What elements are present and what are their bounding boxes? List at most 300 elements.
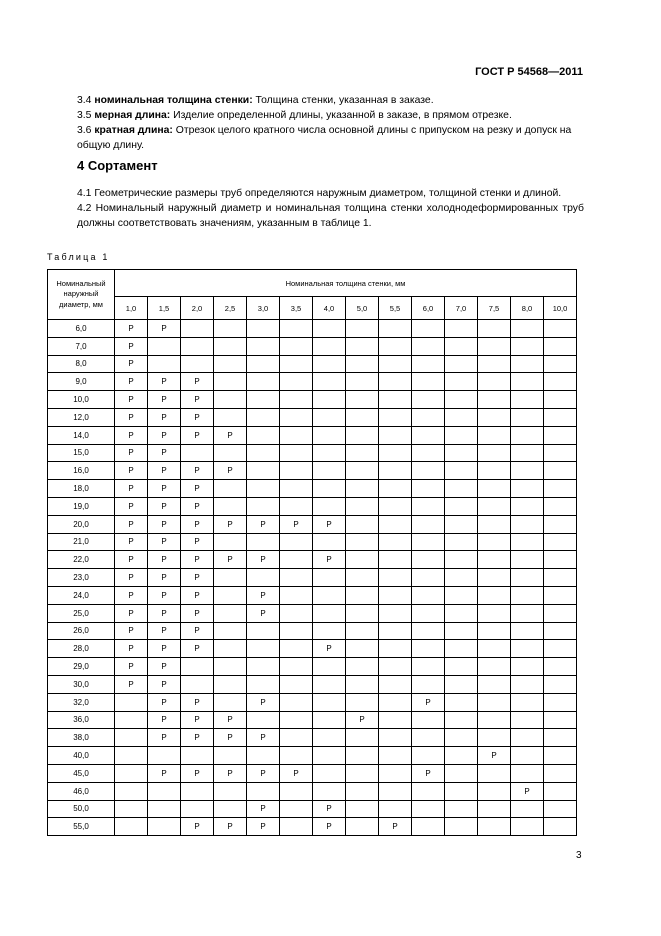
empty-cell bbox=[511, 373, 544, 391]
empty-cell bbox=[181, 675, 214, 693]
empty-cell bbox=[478, 515, 511, 533]
availability-mark: Р bbox=[115, 337, 148, 355]
diameter-cell: 10,0 bbox=[48, 391, 115, 409]
availability-mark: Р bbox=[115, 480, 148, 498]
empty-cell bbox=[379, 640, 412, 658]
table-row bbox=[48, 747, 577, 765]
availability-mark: Р bbox=[313, 640, 346, 658]
availability-mark: Р bbox=[148, 675, 181, 693]
empty-cell bbox=[214, 533, 247, 551]
availability-mark: Р bbox=[181, 622, 214, 640]
empty-cell bbox=[412, 640, 445, 658]
empty-cell bbox=[346, 444, 379, 462]
empty-cell bbox=[511, 658, 544, 676]
diameter-cell: 6,0 bbox=[48, 320, 115, 338]
empty-cell bbox=[247, 408, 280, 426]
empty-cell bbox=[214, 444, 247, 462]
table-row bbox=[48, 586, 577, 604]
diameter-cell: 45,0 bbox=[48, 764, 115, 782]
availability-mark: Р bbox=[181, 586, 214, 604]
table-row bbox=[48, 640, 577, 658]
empty-cell bbox=[379, 320, 412, 338]
empty-cell bbox=[412, 462, 445, 480]
empty-cell bbox=[478, 818, 511, 836]
empty-cell bbox=[313, 320, 346, 338]
empty-cell bbox=[280, 373, 313, 391]
availability-mark: Р bbox=[115, 622, 148, 640]
empty-cell bbox=[412, 800, 445, 818]
diameter-cell: 7,0 bbox=[48, 337, 115, 355]
empty-cell bbox=[214, 782, 247, 800]
availability-mark: Р bbox=[247, 818, 280, 836]
empty-cell bbox=[214, 480, 247, 498]
empty-cell bbox=[478, 640, 511, 658]
empty-cell bbox=[379, 462, 412, 480]
empty-cell bbox=[478, 462, 511, 480]
empty-cell bbox=[280, 800, 313, 818]
table-row bbox=[48, 764, 577, 782]
empty-cell bbox=[379, 711, 412, 729]
empty-cell bbox=[544, 551, 577, 569]
empty-cell bbox=[478, 480, 511, 498]
empty-cell bbox=[247, 426, 280, 444]
empty-cell bbox=[511, 515, 544, 533]
availability-mark: Р bbox=[247, 764, 280, 782]
empty-cell bbox=[247, 711, 280, 729]
thickness-col-header: 4,0 bbox=[313, 297, 346, 320]
empty-cell bbox=[478, 693, 511, 711]
empty-cell bbox=[412, 355, 445, 373]
empty-cell bbox=[445, 497, 478, 515]
empty-cell bbox=[214, 800, 247, 818]
empty-cell bbox=[511, 800, 544, 818]
availability-mark: Р bbox=[148, 391, 181, 409]
diameter-cell: 30,0 bbox=[48, 675, 115, 693]
empty-cell bbox=[313, 622, 346, 640]
empty-cell bbox=[412, 337, 445, 355]
empty-cell bbox=[445, 640, 478, 658]
empty-cell bbox=[214, 355, 247, 373]
diameter-cell: 22,0 bbox=[48, 551, 115, 569]
availability-mark: Р bbox=[181, 462, 214, 480]
empty-cell bbox=[280, 320, 313, 338]
availability-mark: Р bbox=[346, 711, 379, 729]
empty-cell bbox=[412, 569, 445, 587]
empty-cell bbox=[313, 497, 346, 515]
diameter-cell: 29,0 bbox=[48, 658, 115, 676]
empty-cell bbox=[280, 569, 313, 587]
table-row bbox=[48, 426, 577, 444]
empty-cell bbox=[346, 569, 379, 587]
availability-mark: Р bbox=[181, 391, 214, 409]
empty-cell bbox=[346, 586, 379, 604]
empty-cell bbox=[478, 497, 511, 515]
availability-mark: Р bbox=[115, 515, 148, 533]
availability-mark: Р bbox=[247, 800, 280, 818]
paragraphs-block bbox=[77, 186, 584, 231]
table-row bbox=[48, 444, 577, 462]
empty-cell bbox=[511, 711, 544, 729]
diameter-cell: 16,0 bbox=[48, 462, 115, 480]
availability-mark: Р bbox=[148, 533, 181, 551]
empty-cell bbox=[346, 320, 379, 338]
diameter-cell: 24,0 bbox=[48, 586, 115, 604]
empty-cell bbox=[445, 800, 478, 818]
paragraph-4-1: 4.1 Геометрические размеры труб определяются наружным диаметром, толщиной стенки и длиной. bbox=[77, 188, 562, 199]
empty-cell bbox=[544, 782, 577, 800]
empty-cell bbox=[478, 444, 511, 462]
availability-mark: Р bbox=[148, 764, 181, 782]
availability-mark: Р bbox=[214, 462, 247, 480]
thickness-col-header: 10,0 bbox=[544, 297, 577, 320]
availability-mark: Р bbox=[247, 604, 280, 622]
empty-cell bbox=[478, 586, 511, 604]
empty-cell bbox=[280, 711, 313, 729]
diameter-cell: 23,0 bbox=[48, 569, 115, 587]
empty-cell bbox=[346, 818, 379, 836]
table-row bbox=[48, 320, 577, 338]
empty-cell bbox=[346, 640, 379, 658]
empty-cell bbox=[544, 729, 577, 747]
empty-cell bbox=[544, 426, 577, 444]
table-row bbox=[48, 729, 577, 747]
empty-cell bbox=[412, 480, 445, 498]
empty-cell bbox=[445, 711, 478, 729]
availability-mark: Р bbox=[214, 711, 247, 729]
empty-cell bbox=[346, 800, 379, 818]
empty-cell bbox=[379, 480, 412, 498]
diameter-cell: 55,0 bbox=[48, 818, 115, 836]
empty-cell bbox=[346, 355, 379, 373]
availability-mark: Р bbox=[181, 729, 214, 747]
thickness-col-header: 1,5 bbox=[148, 297, 181, 320]
empty-cell bbox=[181, 658, 214, 676]
empty-cell bbox=[346, 747, 379, 765]
empty-cell bbox=[181, 444, 214, 462]
empty-cell bbox=[445, 551, 478, 569]
table-row bbox=[48, 604, 577, 622]
table-row bbox=[48, 408, 577, 426]
availability-mark: Р bbox=[148, 658, 181, 676]
empty-cell bbox=[280, 658, 313, 676]
empty-cell bbox=[412, 551, 445, 569]
table-row bbox=[48, 355, 577, 373]
empty-cell bbox=[412, 515, 445, 533]
empty-cell bbox=[313, 462, 346, 480]
definition-num: 3.5 bbox=[77, 110, 92, 121]
empty-cell bbox=[214, 747, 247, 765]
availability-mark: Р bbox=[148, 711, 181, 729]
empty-cell bbox=[478, 391, 511, 409]
availability-mark: Р bbox=[148, 569, 181, 587]
empty-cell bbox=[379, 729, 412, 747]
availability-mark: Р bbox=[115, 497, 148, 515]
empty-cell bbox=[313, 444, 346, 462]
empty-cell bbox=[379, 800, 412, 818]
availability-mark: Р bbox=[214, 818, 247, 836]
definition-num: 3.6 bbox=[77, 125, 92, 136]
empty-cell bbox=[544, 391, 577, 409]
empty-cell bbox=[379, 764, 412, 782]
thickness-col-header: 5,0 bbox=[346, 297, 379, 320]
availability-mark: Р bbox=[247, 729, 280, 747]
availability-mark: Р bbox=[313, 551, 346, 569]
empty-cell bbox=[445, 462, 478, 480]
empty-cell bbox=[478, 320, 511, 338]
empty-cell bbox=[445, 622, 478, 640]
empty-cell bbox=[214, 391, 247, 409]
empty-cell bbox=[280, 622, 313, 640]
section-title: 4 Сортамент bbox=[77, 158, 158, 173]
empty-cell bbox=[313, 747, 346, 765]
diameter-cell: 18,0 bbox=[48, 480, 115, 498]
empty-cell bbox=[346, 622, 379, 640]
empty-cell bbox=[346, 373, 379, 391]
empty-cell bbox=[478, 604, 511, 622]
empty-cell bbox=[511, 497, 544, 515]
empty-cell bbox=[214, 675, 247, 693]
diameter-cell: 40,0 bbox=[48, 747, 115, 765]
definition-text: Изделие определенной длины, указанной в заказе, в прямом отрезке. bbox=[170, 110, 512, 121]
empty-cell bbox=[511, 764, 544, 782]
empty-cell bbox=[478, 711, 511, 729]
empty-cell bbox=[346, 391, 379, 409]
definition-3-4 bbox=[77, 93, 584, 108]
definition-3-6 bbox=[47, 123, 584, 153]
empty-cell bbox=[313, 782, 346, 800]
empty-cell bbox=[511, 533, 544, 551]
empty-cell bbox=[214, 373, 247, 391]
empty-cell bbox=[379, 533, 412, 551]
diameter-cell: 25,0 bbox=[48, 604, 115, 622]
availability-mark: Р bbox=[214, 551, 247, 569]
empty-cell bbox=[346, 604, 379, 622]
empty-cell bbox=[280, 408, 313, 426]
empty-cell bbox=[280, 480, 313, 498]
empty-cell bbox=[544, 711, 577, 729]
table-row bbox=[48, 782, 577, 800]
empty-cell bbox=[247, 480, 280, 498]
table-row bbox=[48, 818, 577, 836]
empty-cell bbox=[412, 373, 445, 391]
empty-cell bbox=[544, 320, 577, 338]
empty-cell bbox=[544, 747, 577, 765]
empty-cell bbox=[478, 800, 511, 818]
thickness-col-header: 2,0 bbox=[181, 297, 214, 320]
empty-cell bbox=[115, 782, 148, 800]
empty-cell bbox=[280, 604, 313, 622]
empty-cell bbox=[412, 426, 445, 444]
availability-mark: Р bbox=[181, 640, 214, 658]
thickness-col-header: 6,0 bbox=[412, 297, 445, 320]
empty-cell bbox=[346, 693, 379, 711]
empty-cell bbox=[115, 764, 148, 782]
diameter-cell: 50,0 bbox=[48, 800, 115, 818]
empty-cell bbox=[511, 444, 544, 462]
empty-cell bbox=[181, 355, 214, 373]
empty-cell bbox=[379, 693, 412, 711]
empty-cell bbox=[346, 729, 379, 747]
empty-cell bbox=[379, 408, 412, 426]
empty-cell bbox=[544, 480, 577, 498]
empty-cell bbox=[247, 320, 280, 338]
empty-cell bbox=[544, 586, 577, 604]
empty-cell bbox=[412, 711, 445, 729]
availability-mark: Р bbox=[148, 622, 181, 640]
empty-cell bbox=[379, 658, 412, 676]
availability-mark: Р bbox=[181, 818, 214, 836]
definition-text: Отрезок целого кратного числа основной длины с припуском на резку и допуск на общую длину. bbox=[77, 125, 572, 151]
table-row bbox=[48, 693, 577, 711]
diameter-header: Номинальный наружный диаметр, мм bbox=[48, 270, 115, 320]
empty-cell bbox=[181, 782, 214, 800]
empty-cell bbox=[544, 515, 577, 533]
empty-cell bbox=[280, 693, 313, 711]
table-row bbox=[48, 551, 577, 569]
empty-cell bbox=[346, 658, 379, 676]
empty-cell bbox=[346, 782, 379, 800]
thickness-col-header: 8,0 bbox=[511, 297, 544, 320]
empty-cell bbox=[412, 622, 445, 640]
empty-cell bbox=[313, 355, 346, 373]
table-row bbox=[48, 711, 577, 729]
empty-cell bbox=[247, 640, 280, 658]
empty-cell bbox=[280, 426, 313, 444]
empty-cell bbox=[379, 586, 412, 604]
empty-cell bbox=[445, 586, 478, 604]
availability-mark: Р bbox=[148, 480, 181, 498]
empty-cell bbox=[511, 462, 544, 480]
empty-cell bbox=[247, 444, 280, 462]
diameter-cell: 26,0 bbox=[48, 622, 115, 640]
empty-cell bbox=[115, 800, 148, 818]
definition-term: кратная длина: bbox=[94, 125, 173, 136]
empty-cell bbox=[313, 337, 346, 355]
empty-cell bbox=[412, 675, 445, 693]
diameter-cell: 19,0 bbox=[48, 497, 115, 515]
empty-cell bbox=[478, 622, 511, 640]
empty-cell bbox=[214, 320, 247, 338]
empty-cell bbox=[478, 764, 511, 782]
empty-cell bbox=[346, 462, 379, 480]
empty-cell bbox=[214, 658, 247, 676]
availability-mark: Р bbox=[115, 586, 148, 604]
empty-cell bbox=[280, 444, 313, 462]
availability-mark: Р bbox=[247, 551, 280, 569]
empty-cell bbox=[214, 408, 247, 426]
empty-cell bbox=[115, 818, 148, 836]
empty-cell bbox=[313, 764, 346, 782]
empty-cell bbox=[544, 569, 577, 587]
empty-cell bbox=[379, 391, 412, 409]
empty-cell bbox=[346, 764, 379, 782]
table-caption: Таблица 1 bbox=[47, 252, 110, 262]
empty-cell bbox=[214, 497, 247, 515]
empty-cell bbox=[313, 533, 346, 551]
empty-cell bbox=[115, 729, 148, 747]
empty-cell bbox=[544, 337, 577, 355]
empty-cell bbox=[445, 408, 478, 426]
availability-mark: Р bbox=[214, 764, 247, 782]
empty-cell bbox=[511, 729, 544, 747]
availability-mark: Р bbox=[181, 693, 214, 711]
diameter-cell: 28,0 bbox=[48, 640, 115, 658]
empty-cell bbox=[313, 569, 346, 587]
table-row bbox=[48, 391, 577, 409]
empty-cell bbox=[148, 782, 181, 800]
empty-cell bbox=[247, 747, 280, 765]
empty-cell bbox=[181, 747, 214, 765]
table-header-row bbox=[48, 270, 577, 297]
empty-cell bbox=[280, 747, 313, 765]
empty-cell bbox=[445, 818, 478, 836]
empty-cell bbox=[478, 373, 511, 391]
availability-mark: Р bbox=[115, 533, 148, 551]
empty-cell bbox=[445, 675, 478, 693]
thickness-col-header: 3,5 bbox=[280, 297, 313, 320]
empty-cell bbox=[478, 782, 511, 800]
diameter-cell: 32,0 bbox=[48, 693, 115, 711]
empty-cell bbox=[412, 533, 445, 551]
diameter-cell: 36,0 bbox=[48, 711, 115, 729]
availability-mark: Р bbox=[115, 355, 148, 373]
empty-cell bbox=[346, 408, 379, 426]
availability-mark: Р bbox=[181, 533, 214, 551]
empty-cell bbox=[478, 729, 511, 747]
empty-cell bbox=[214, 622, 247, 640]
empty-cell bbox=[412, 444, 445, 462]
availability-mark: Р bbox=[115, 408, 148, 426]
availability-mark: Р bbox=[115, 551, 148, 569]
availability-mark: Р bbox=[181, 515, 214, 533]
availability-mark: Р bbox=[181, 497, 214, 515]
empty-cell bbox=[313, 373, 346, 391]
empty-cell bbox=[280, 729, 313, 747]
empty-cell bbox=[445, 515, 478, 533]
empty-cell bbox=[313, 693, 346, 711]
empty-cell bbox=[544, 764, 577, 782]
empty-cell bbox=[379, 515, 412, 533]
empty-cell bbox=[511, 408, 544, 426]
empty-cell bbox=[181, 320, 214, 338]
empty-cell bbox=[280, 391, 313, 409]
empty-cell bbox=[511, 818, 544, 836]
diameter-cell: 38,0 bbox=[48, 729, 115, 747]
diameter-cell: 20,0 bbox=[48, 515, 115, 533]
empty-cell bbox=[181, 337, 214, 355]
empty-cell bbox=[247, 622, 280, 640]
empty-cell bbox=[544, 622, 577, 640]
empty-cell bbox=[412, 604, 445, 622]
empty-cell bbox=[379, 337, 412, 355]
availability-mark: Р bbox=[511, 782, 544, 800]
availability-mark: Р bbox=[148, 373, 181, 391]
empty-cell bbox=[478, 658, 511, 676]
empty-cell bbox=[346, 515, 379, 533]
empty-cell bbox=[214, 337, 247, 355]
empty-cell bbox=[511, 391, 544, 409]
availability-mark: Р bbox=[115, 604, 148, 622]
empty-cell bbox=[478, 408, 511, 426]
availability-mark: Р bbox=[280, 764, 313, 782]
empty-cell bbox=[247, 355, 280, 373]
empty-cell bbox=[412, 320, 445, 338]
page-number: 3 bbox=[576, 850, 582, 861]
table-row bbox=[48, 337, 577, 355]
availability-mark: Р bbox=[115, 426, 148, 444]
empty-cell bbox=[346, 497, 379, 515]
availability-mark: Р bbox=[379, 818, 412, 836]
